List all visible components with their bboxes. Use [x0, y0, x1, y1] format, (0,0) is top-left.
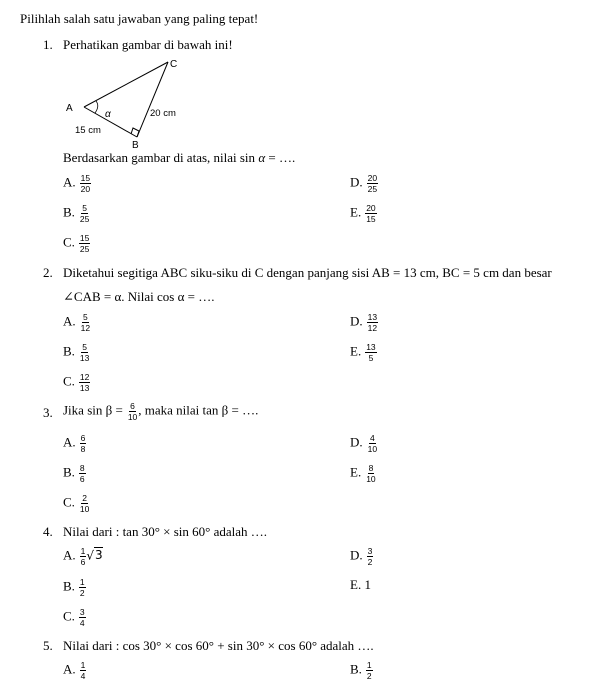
- denominator: 15: [366, 214, 376, 224]
- q1-option-a[interactable]: [63, 173, 91, 194]
- q4-option-d[interactable]: [350, 546, 373, 567]
- q3-text-pre: Jika sin β =: [63, 402, 123, 418]
- numerator: 15: [80, 173, 91, 183]
- denominator: 12: [367, 323, 378, 333]
- label-a: A: [66, 103, 73, 114]
- option-fraction: [80, 173, 91, 194]
- numerator: 8: [368, 463, 374, 473]
- numerator: 13: [367, 312, 378, 322]
- option-fraction: [365, 203, 376, 224]
- q2-number: 2.: [43, 265, 53, 280]
- q4-option-b[interactable]: [63, 577, 86, 598]
- option-fraction: [367, 312, 378, 333]
- q5-option-a[interactable]: [63, 660, 86, 681]
- option-fraction: [79, 233, 90, 254]
- option-fraction: [79, 607, 86, 628]
- option-fraction: [365, 463, 376, 484]
- q3-option-a[interactable]: [63, 433, 86, 454]
- q5-number: 5.: [43, 638, 53, 653]
- option-letter: B.: [63, 578, 75, 594]
- numerator: 3: [367, 546, 373, 556]
- q1-text2-post: = ….: [265, 150, 296, 165]
- label-hypotenuse: 20 cm: [150, 108, 176, 119]
- q4-option-a[interactable]: [63, 546, 103, 567]
- denominator: 5: [368, 353, 374, 363]
- denominator: 25: [367, 184, 378, 194]
- q3-text-post: , maka nilai tan β = ….: [138, 402, 259, 418]
- q3-option-b[interactable]: [63, 463, 86, 484]
- q2-line2: ∠CAB = α. Nilai cos α = ….: [63, 289, 215, 304]
- q1-text: Perhatikan gambar di bawah ini!: [63, 37, 233, 52]
- q1-option-e[interactable]: [350, 203, 377, 224]
- numerator: 4: [370, 433, 375, 443]
- denominator: 13: [79, 353, 90, 363]
- label-b: B: [132, 140, 139, 151]
- denominator: 6: [80, 557, 86, 567]
- denominator: 10: [127, 412, 138, 422]
- numerator: 5: [83, 312, 88, 322]
- option-letter: E.: [350, 343, 362, 359]
- denominator: 20: [80, 184, 91, 194]
- denominator: 2: [367, 557, 373, 567]
- numerator: 1: [366, 660, 372, 670]
- option-letter: B.: [350, 661, 362, 677]
- triangle-side-bc: [137, 62, 168, 137]
- denominator: 25: [79, 214, 90, 224]
- option-fraction: [80, 660, 87, 681]
- denominator: 10: [79, 504, 90, 514]
- denominator: 2: [79, 588, 85, 598]
- option-letter: A.: [63, 434, 76, 450]
- option-fraction: [366, 660, 373, 681]
- q2-option-e[interactable]: [350, 342, 377, 363]
- angle-arc: [95, 101, 98, 113]
- option-letter: A.: [63, 313, 76, 329]
- option-letter: C.: [63, 494, 75, 510]
- option-letter: D.: [350, 434, 363, 450]
- numerator: 6: [130, 401, 135, 411]
- option-letter: E.: [350, 464, 362, 480]
- denominator: 6: [79, 474, 85, 484]
- numerator: 1: [80, 546, 86, 556]
- q3-fraction: [127, 401, 138, 422]
- denominator: 12: [80, 323, 91, 333]
- square-root: √3: [86, 548, 103, 563]
- q2-option-c[interactable]: [63, 372, 90, 393]
- option-fraction: [79, 577, 86, 598]
- q4-text: Nilai dari : tan 30° × sin 60° adalah ….: [63, 524, 268, 539]
- q1-number: 1.: [43, 37, 53, 52]
- option-letter: D.: [350, 547, 363, 563]
- q5-text: Nilai dari : cos 30° × cos 60° + sin 30° × cos 60° adalah ….: [63, 638, 374, 653]
- label-alpha: α: [105, 109, 111, 120]
- denominator: 10: [367, 444, 378, 454]
- q2-option-a[interactable]: [63, 312, 91, 333]
- option-value: 1: [364, 577, 371, 592]
- denominator: 10: [366, 474, 376, 484]
- denominator: 13: [79, 383, 90, 393]
- numerator: 5: [82, 342, 88, 352]
- label-c: C: [170, 59, 178, 70]
- q3-option-e[interactable]: [350, 463, 377, 484]
- denominator: 8: [80, 444, 86, 454]
- q2-option-b[interactable]: [63, 342, 90, 363]
- option-fraction: [367, 173, 378, 194]
- option-letter: B.: [63, 464, 75, 480]
- q3-number: 3.: [43, 405, 53, 420]
- option-letter: D.: [350, 174, 363, 190]
- q4-option-e[interactable]: [350, 577, 371, 593]
- q1-text2-pre: Berdasarkan gambar di atas, nilai sin: [63, 150, 256, 165]
- triangle-side-ac: [84, 62, 168, 107]
- option-letter: C.: [63, 373, 75, 389]
- option-fraction: [79, 463, 86, 484]
- option-fraction: [365, 342, 376, 363]
- q3-option-d[interactable]: [350, 433, 378, 454]
- option-letter: A.: [63, 547, 76, 563]
- numerator: 5: [82, 203, 88, 213]
- option-fraction: [79, 493, 90, 514]
- numerator: 3: [79, 607, 85, 617]
- q3-option-c[interactable]: [63, 493, 90, 514]
- q3-text: [63, 401, 258, 422]
- numerator: 8: [79, 463, 85, 473]
- q1-text2-alpha: α: [258, 150, 266, 165]
- q4-number: 4.: [43, 524, 53, 539]
- q2-line1: Diketahui segitiga ABC siku-siku di C dengan panjang sisi AB = 13 cm, BC = 5 cm dan besar: [63, 265, 552, 280]
- numerator: 15: [79, 233, 90, 243]
- numerator: 2: [82, 493, 88, 503]
- denominator: 4: [80, 671, 86, 681]
- denominator: 4: [79, 618, 85, 628]
- option-fraction: [367, 546, 374, 567]
- numerator: 20: [367, 173, 378, 183]
- q1-option-b[interactable]: [63, 203, 90, 224]
- numerator: 1: [79, 577, 85, 587]
- instruction: Pilihlah salah satu jawaban yang paling tepat!: [20, 11, 259, 26]
- numerator: 1: [80, 660, 86, 670]
- q4-option-c[interactable]: [63, 607, 86, 628]
- denominator: 2: [366, 671, 372, 681]
- option-fraction: [79, 203, 90, 224]
- option-letter: C.: [63, 608, 75, 624]
- numerator: 12: [79, 372, 90, 382]
- option-fraction: [367, 433, 378, 454]
- option-letter: E.: [350, 204, 362, 220]
- option-fraction: [80, 312, 91, 333]
- numerator: 13: [366, 342, 376, 352]
- q1-text2: [63, 150, 295, 166]
- radicand: 3: [95, 548, 103, 563]
- denominator: 25: [79, 244, 90, 254]
- option-letter: E.: [350, 577, 362, 592]
- option-letter: A.: [63, 174, 76, 190]
- q1-option-c[interactable]: [63, 233, 90, 254]
- option-letter: B.: [63, 204, 75, 220]
- numerator: 6: [80, 433, 86, 443]
- option-fraction: [79, 372, 90, 393]
- q5-option-b[interactable]: [350, 660, 373, 681]
- option-letter: C.: [63, 234, 75, 250]
- numerator: 20: [366, 203, 376, 213]
- q1-triangle-figure: [60, 55, 190, 155]
- option-fraction: [80, 433, 87, 454]
- label-base: 15 cm: [75, 125, 101, 136]
- q1-option-d[interactable]: [350, 173, 378, 194]
- option-letter: A.: [63, 661, 76, 677]
- option-fraction: [79, 342, 90, 363]
- option-letter: B.: [63, 343, 75, 359]
- q2-option-d[interactable]: [350, 312, 378, 333]
- option-letter: D.: [350, 313, 363, 329]
